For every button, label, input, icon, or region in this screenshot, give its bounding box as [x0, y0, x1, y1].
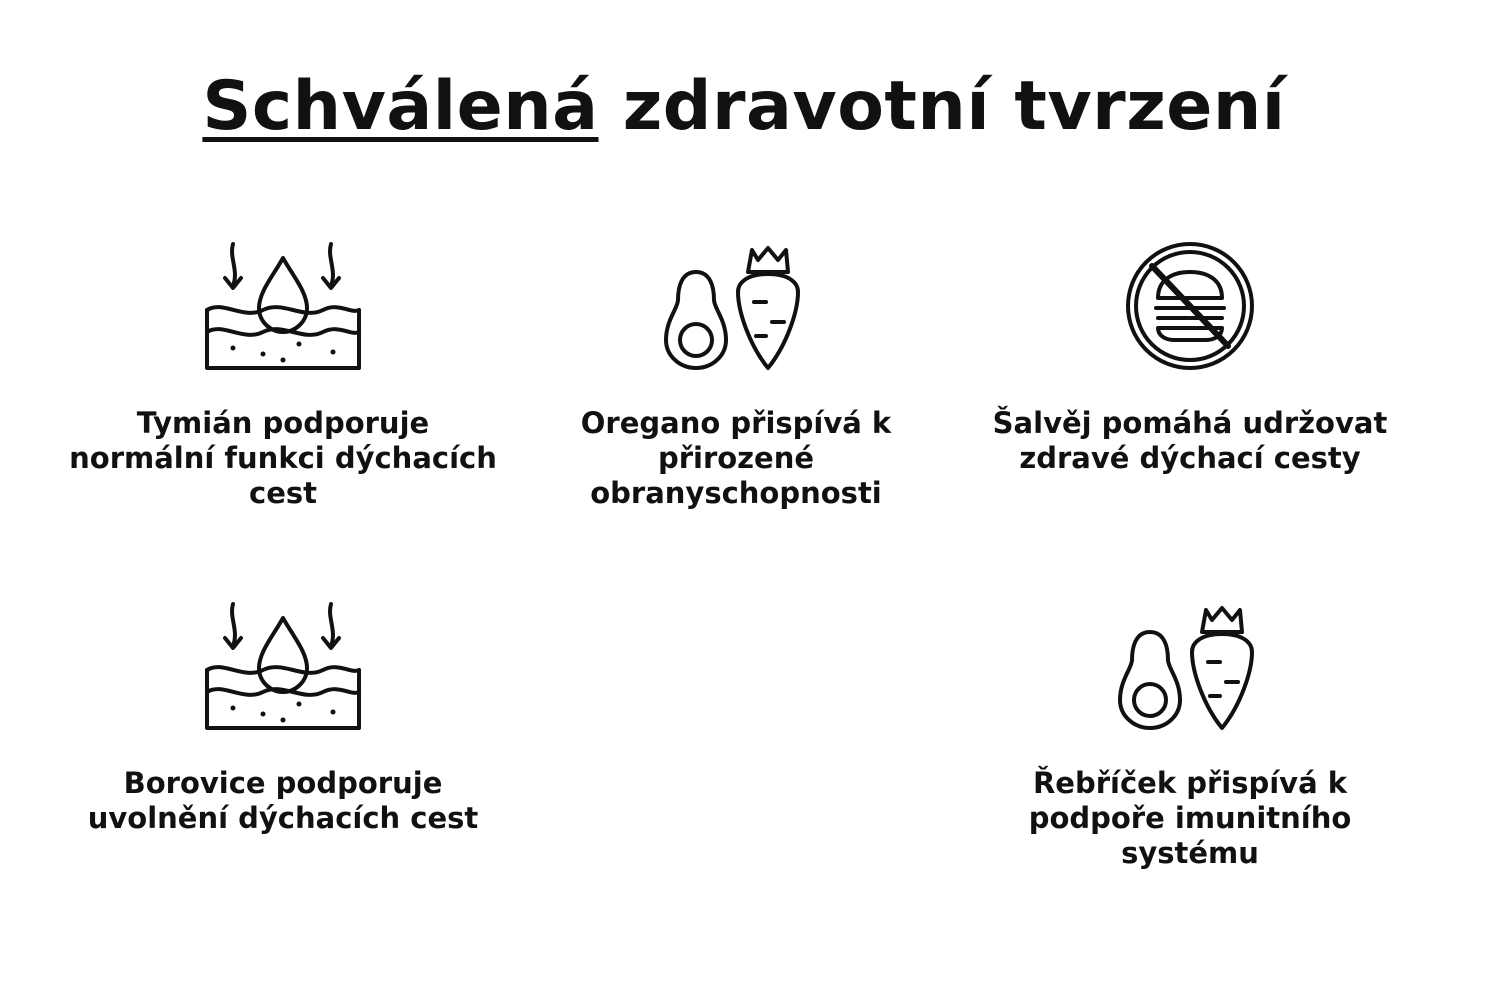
skin-absorption-icon	[203, 596, 363, 736]
claim-text: Tymián podporuje normální funkci dýchacích cest	[69, 406, 497, 510]
page-title	[0, 62, 1488, 152]
claim-text: Šalvěj pomáhá udržovat zdravé dýchací cesty	[992, 406, 1388, 475]
skin-absorption-icon	[203, 236, 363, 376]
claim-card-yarrow	[960, 596, 1420, 871]
page-title-rest: zdravotní tvrzení	[598, 67, 1286, 146]
claim-text: Borovice podporuje uvolnění dýchacích cest	[87, 766, 479, 835]
claim-card-pine	[53, 596, 513, 836]
avocado-carrot-icon	[656, 236, 816, 376]
no-burger-icon	[1110, 236, 1270, 376]
claim-card-thyme	[53, 236, 513, 511]
avocado-carrot-icon	[1110, 596, 1270, 736]
claim-text: Oregano přispívá k přirozené obranyschopnosti	[580, 406, 892, 510]
claim-text: Řebříček přispívá k podpoře imunitního systému	[1028, 766, 1352, 870]
claim-card-sage	[960, 236, 1420, 476]
page-title-underlined: Schválená	[202, 67, 599, 146]
claim-card-oregano	[506, 236, 966, 511]
